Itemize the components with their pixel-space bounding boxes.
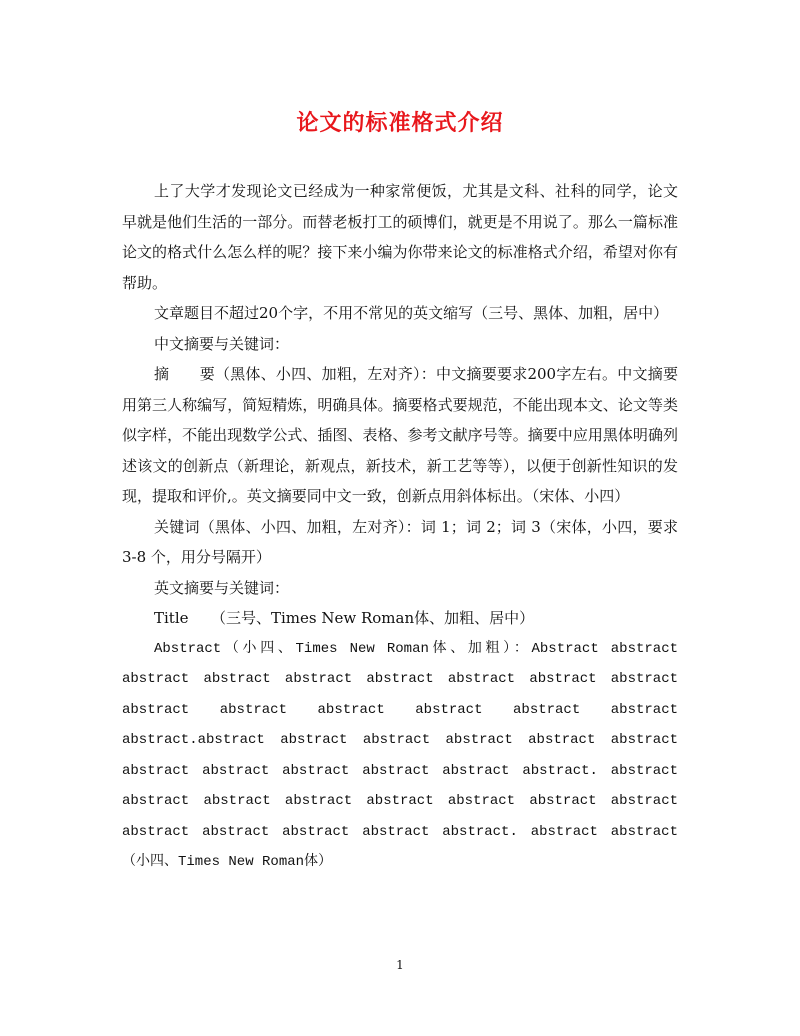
document-title: 论文的标准格式介绍 (296, 110, 504, 136)
english-abstract-paragraph: Abstract（小四、Times New Roman体、加粗）：Abstract abstract abstract abstract abstract abstract abstract abstract abstract abstract abstract abstract abstract abstract abstract abstract.abstract abstract abstract abstract abstract abstract abstract abstract abstract abstract abstract abstract. abstract abstract abstract abstract abstract abstract abstract abstract abstract abstract abstract abstract abstract. abstract abstract （小四、Times New Roman体） (122, 640, 678, 870)
english-title-format-paragraph: Title （三号、Times New Roman体、加粗、居中） (154, 609, 535, 627)
intro-paragraph: 上了大学才发现论文已经成为一种家常便饭，尤其是文科、社科的同学，论文早就是他们生活的一部分。而替老板打工的硕博们，就更是不用说了。那么一篇标准论文的格式什么怎么样的呢？接下来小编为你带来论文的标准格式介绍，希望对你有帮助。 (122, 182, 678, 292)
title-format-paragraph: 文章题目不超过20个字，不用不常见的英文缩写（三号、黑体、加粗，居中） (154, 304, 669, 322)
keywords-paragraph: 关键词（黑体、小四、加粗，左对齐）：词 1；词 2；词 3（宋体，小四，要求 3-8 个，用分号隔开） (122, 517, 678, 566)
chinese-abstract-heading: 中文摘要与关键词： (154, 334, 290, 353)
english-abstract-heading: 英文摘要与关键词： (154, 578, 290, 597)
chinese-abstract-paragraph: 摘 要（黑体、小四、加粗，左对齐）：中文摘要要求200字左右。中文摘要用第三人称编写，简短精炼，明确具体。摘要格式要规范，不能出现本文、论文等类似字样，不能出现数学公式、插图、表格、参考文献序号等。摘要中应用黑体明确列述该文的创新点（新理论，新观点，新技术，新工艺等等），以便于创新性知识的发现，提取和评价,。英文摘要同中文一致，创新点用斜体标出。（宋体、小四） (122, 365, 678, 505)
document-body (122, 176, 678, 878)
page-number: 1 (396, 958, 404, 972)
